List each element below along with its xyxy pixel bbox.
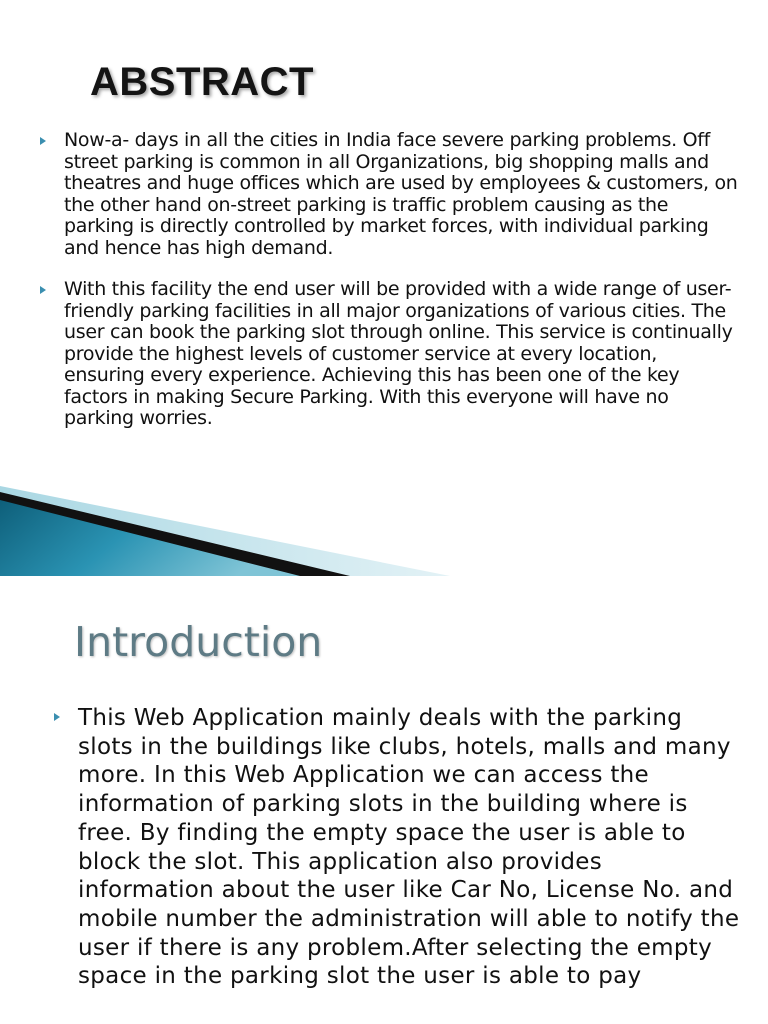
abstract-title: ABSTRACT — [90, 60, 314, 104]
abstract-bullet-text: With this facility the end user will be provided with a wide range of user-friendly parking facilities in all major organizations of various cities. The user can book the parking slot through online. This service is continually provide the highest levels of customer service at every location, ensuring every experience. Achieving this has been one of the key factors in making Secure Parking. With this everyone will have no parking worries. — [64, 278, 733, 429]
introduction-title: Introduction — [74, 618, 323, 666]
introduction-slide — [0, 596, 768, 1024]
abstract-bullet-list — [40, 130, 740, 450]
abstract-bullet-item — [40, 279, 740, 430]
bullet-arrow-icon — [54, 713, 60, 721]
slide-separator — [0, 576, 768, 596]
bullet-arrow-icon — [40, 286, 46, 294]
abstract-bullet-text: Now-a- days in all the cities in India face severe parking problems. Off street parking is common in all Organizations, big shopping malls and theatres and huge offices which are used by employees & customers, on the other hand on-street parking is traffic problem causing as the parking is directly controlled by market forces, with individual parking and hence has high demand. — [64, 129, 738, 259]
introduction-bullet-text: This Web Application mainly deals with the parking slots in the buildings like clubs, hotels, malls and many more. In this Web Application we can access the information of parking slots in the building where is free. By finding the empty space the user is able to block the slot. This application also provides information about the user like Car No, License No. and mobile number the administration will able to notify the user if there is any problem.After selecting the empty space in the parking slot the user is able to pay — [78, 705, 740, 990]
abstract-bullet-item — [40, 130, 740, 259]
introduction-bullet-item — [54, 704, 744, 991]
bullet-arrow-icon — [40, 137, 46, 145]
decorative-swoosh — [0, 480, 768, 576]
introduction-bullet-list — [54, 704, 744, 991]
